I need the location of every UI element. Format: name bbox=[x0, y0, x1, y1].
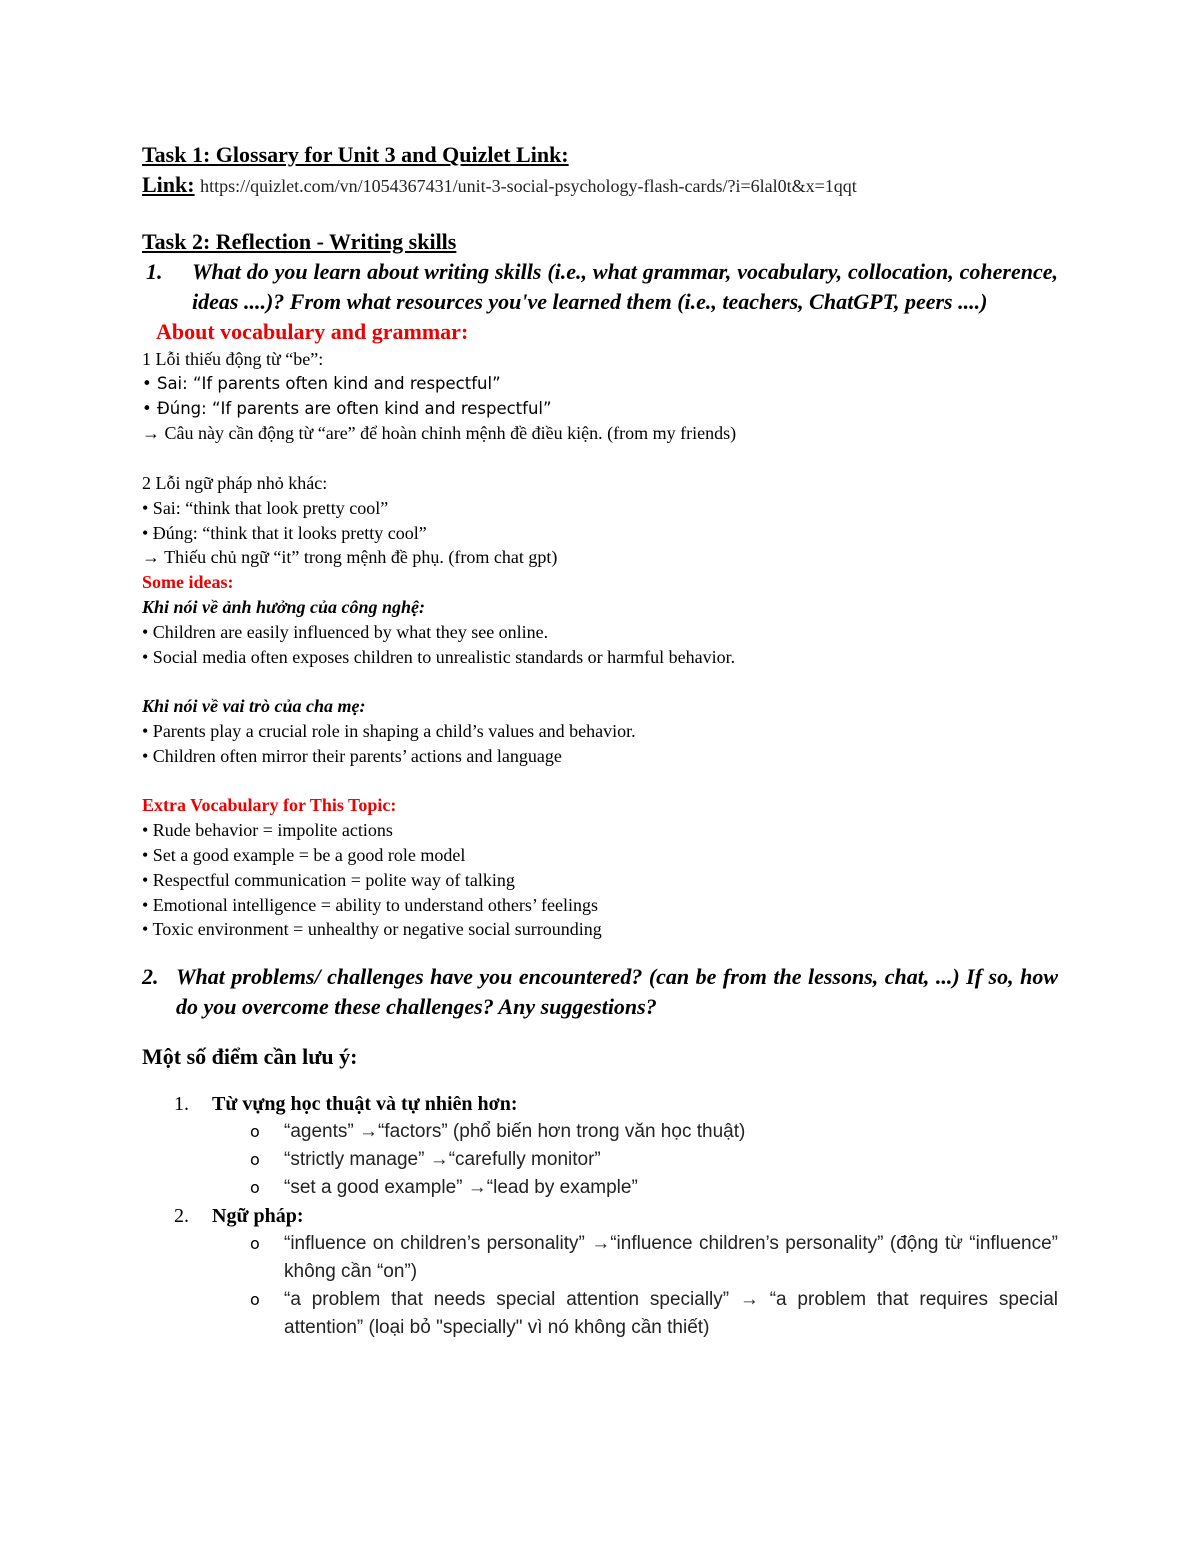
error-2-block bbox=[142, 471, 1058, 570]
extra-vocab-item: • Respectful communication = polite way of talking bbox=[142, 869, 515, 890]
question-1-text: What do you learn about writing skills (i.e., what grammar, vocabulary, collocation, coherence, ideas ....)? From what resources you've learned them (i.e., teachers, ChatGPT, peers ....) bbox=[192, 259, 1058, 314]
parents-point: • Parents play a crucial role in shaping a child’s values and behavior. bbox=[142, 720, 636, 741]
notes-subitem bbox=[142, 1146, 1058, 1174]
task1-title: Task 1: Glossary for Unit 3 and Quizlet Link: bbox=[142, 142, 569, 167]
error-1-line: • Sai: “If parents often kind and respectful” bbox=[142, 373, 501, 393]
notes-subitem bbox=[142, 1230, 1058, 1286]
quizlet-link[interactable]: https://quizlet.com/vn/1054367431/unit-3-social-psychology-flash-cards/?i=6lal0t&x=1qqt bbox=[200, 176, 857, 196]
extra-vocab-item: • Toxic environment = unhealthy or negative social surrounding bbox=[142, 919, 602, 940]
notes-subitem-text: “a problem that needs special attention specially” → “a problem that requires special attention” (loại bỏ "specially" vì nó không cần thiết) bbox=[284, 1289, 1058, 1339]
tech-heading: Khi nói về ảnh hưởng của công nghệ: bbox=[142, 596, 425, 617]
extra-vocab-item: • Set a good example = be a good role model bbox=[142, 844, 466, 865]
error-1-line: → Câu này cần động từ “are” để hoàn chỉnh mệnh đề điều kiện. (from my friends) bbox=[142, 423, 737, 444]
link-row bbox=[142, 170, 1058, 201]
parents-point: • Children often mirror their parents’ actions and language bbox=[142, 745, 562, 766]
notes-heading: Một số điểm cần lưu ý: bbox=[142, 1044, 358, 1070]
notes-subitem-text: “set a good example” →“lead by example” bbox=[284, 1177, 638, 1199]
circle-bullet-icon: o bbox=[250, 1234, 260, 1254]
question-2 bbox=[142, 962, 1058, 1022]
ideas-label: Some ideas: bbox=[142, 572, 234, 593]
link-label: Link: bbox=[142, 172, 195, 197]
notes-subitem-text: “influence on children’s personality” →“influence children’s personality” (động từ “influence” không cần “on”) bbox=[284, 1233, 1058, 1283]
circle-bullet-icon: o bbox=[250, 1150, 260, 1170]
error-1-block bbox=[142, 347, 1058, 446]
error-2-line: • Đúng: “think that it looks pretty cool” bbox=[142, 522, 427, 543]
circle-bullet-icon: o bbox=[250, 1178, 260, 1198]
notes-list bbox=[142, 1090, 1058, 1342]
notes-subitem-text: “strictly manage” →“carefully monitor” bbox=[284, 1149, 601, 1171]
extra-vocab-label: Extra Vocabulary for This Topic: bbox=[142, 795, 397, 816]
document-page bbox=[142, 140, 1058, 1342]
question-1-number: 1. bbox=[146, 259, 163, 284]
circle-bullet-icon: o bbox=[250, 1290, 260, 1310]
question-1 bbox=[142, 257, 1058, 317]
circle-bullet-icon: o bbox=[250, 1122, 260, 1142]
error-2-line: • Sai: “think that look pretty cool” bbox=[142, 497, 389, 518]
error-1-line: • Đúng: “If parents are often kind and respectful” bbox=[142, 398, 552, 418]
notes-item-number: 1. bbox=[174, 1093, 189, 1116]
tech-point: • Social media often exposes children to unrealistic standards or harmful behavior. bbox=[142, 646, 736, 667]
notes-item-number: 2. bbox=[174, 1205, 189, 1228]
extra-vocab-item: • Emotional intelligence = ability to understand others’ feelings bbox=[142, 894, 599, 915]
notes-item-title: Ngữ pháp: bbox=[212, 1205, 304, 1228]
error-2-line: 2 Lỗi ngữ pháp nhỏ khác: bbox=[142, 472, 328, 493]
notes-subitem bbox=[142, 1174, 1058, 1202]
task2-title: Task 2: Reflection - Writing skills bbox=[142, 229, 457, 254]
notes-subitem bbox=[142, 1286, 1058, 1342]
error-1-line: 1 Lỗi thiếu động từ “be”: bbox=[142, 349, 324, 369]
extra-vocab-item: • Rude behavior = impolite actions bbox=[142, 820, 393, 841]
question-2-text: What problems/ challenges have you encountered? (can be from the lessons, chat, ...) If so, how do you overcome these challenges? Any suggestions? bbox=[176, 964, 1058, 1020]
notes-subitem bbox=[142, 1118, 1058, 1146]
notes-list-item bbox=[142, 1090, 1058, 1118]
vocab-grammar-heading: About vocabulary and grammar: bbox=[156, 319, 469, 344]
notes-item-title: Từ vựng học thuật và tự nhiên hơn: bbox=[212, 1093, 518, 1116]
error-2-line: → Thiếu chủ ngữ “it” trong mệnh đề phụ. (from chat gpt) bbox=[142, 547, 558, 568]
tech-point: • Children are easily influenced by what they see online. bbox=[142, 621, 549, 642]
parents-heading: Khi nói về vai trò của cha mẹ: bbox=[142, 696, 366, 717]
notes-list-item bbox=[142, 1202, 1058, 1230]
question-2-number: 2. bbox=[142, 964, 159, 990]
notes-subitem-text: “agents” →“factors” (phổ biến hơn trong văn học thuật) bbox=[284, 1121, 746, 1143]
